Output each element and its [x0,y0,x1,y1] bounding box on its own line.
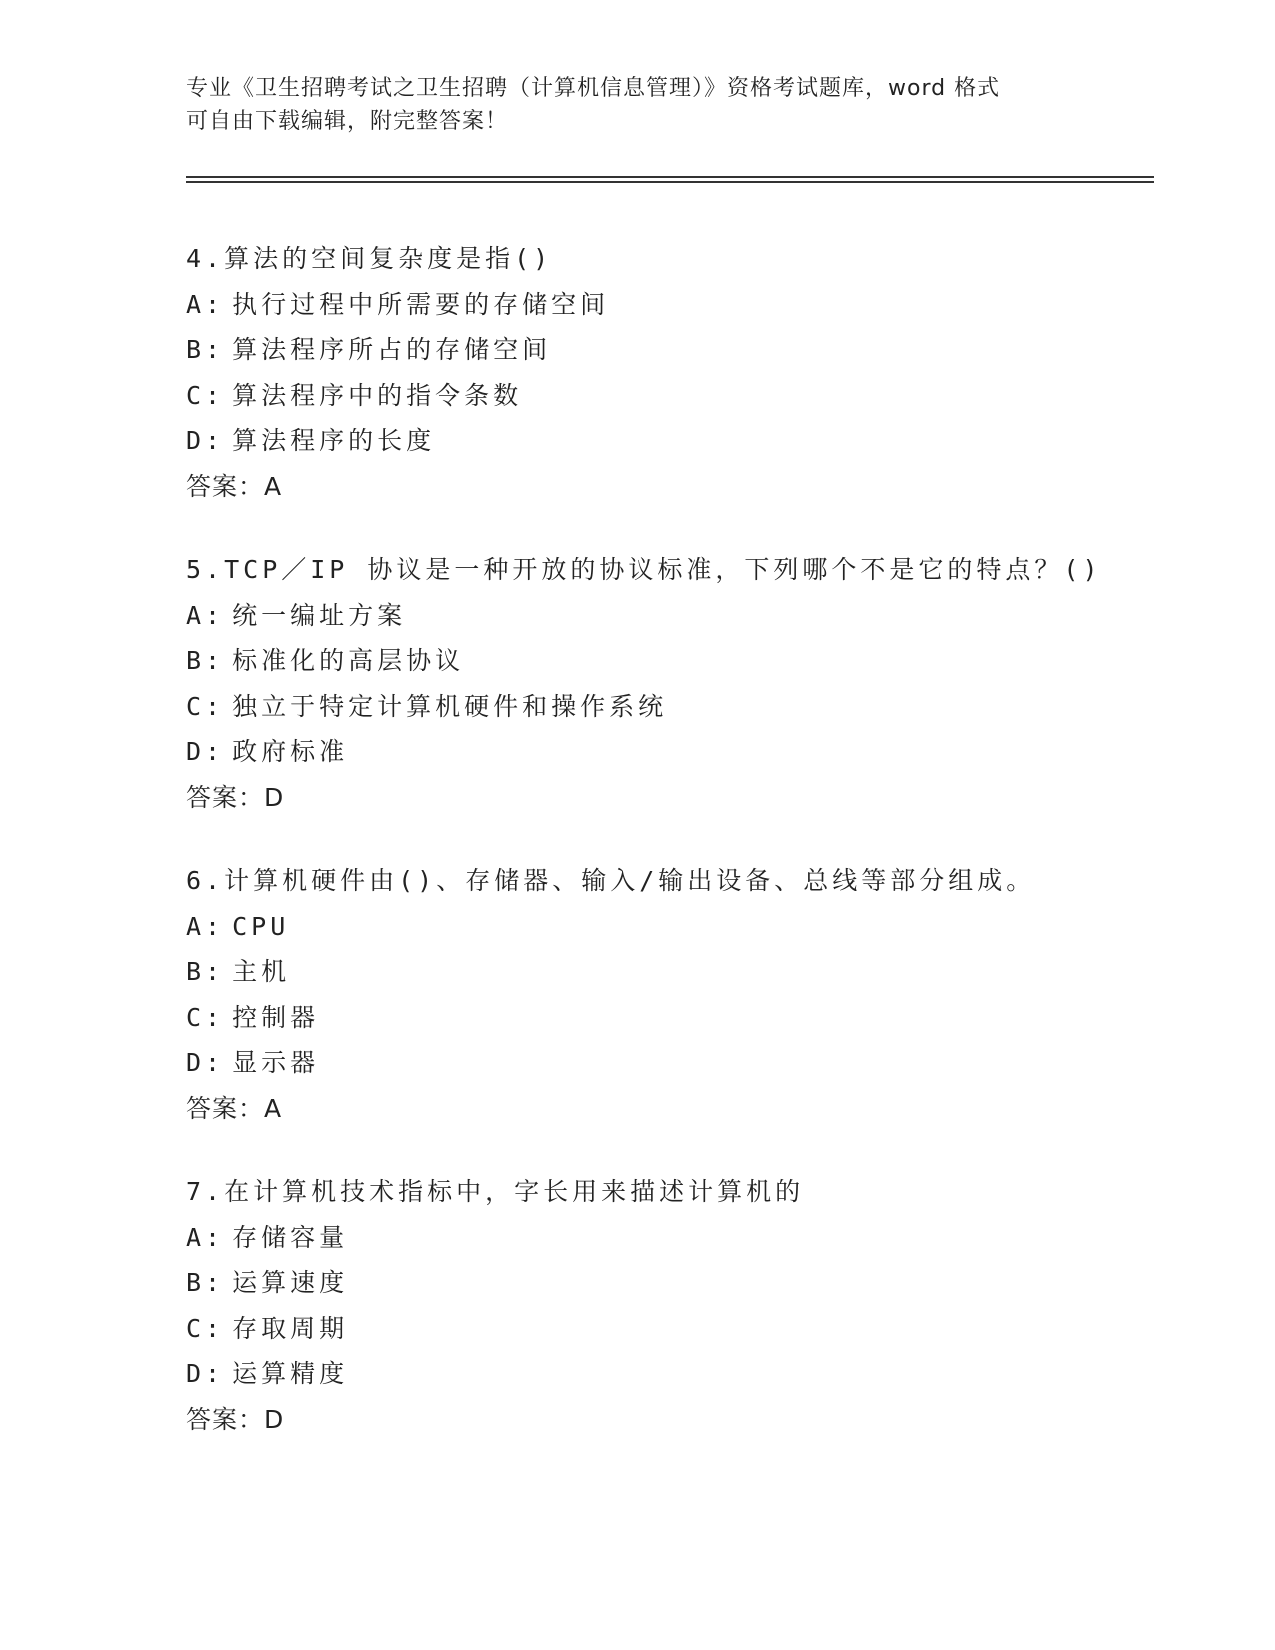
option-key: C: [186,1002,225,1032]
header-divider-top [186,176,1154,178]
option-a [186,1215,1146,1261]
option-d [186,1351,1146,1397]
option-text: 存取周期 [232,1313,349,1343]
option-key: A: [186,1222,225,1252]
question-text: 4.算法的空间复杂度是指() [186,244,553,273]
option-text: 控制器 [232,1002,320,1032]
option-text: 政府标准 [232,737,349,766]
option-key: D: [186,1048,225,1077]
option-key: A: [186,600,225,630]
option-key: A: [186,911,225,941]
option-c [186,995,1146,1041]
option-key: A: [186,289,225,319]
option-c [186,684,1146,730]
option-text: 运算精度 [232,1359,349,1388]
header-line-1: 专业《卫生招聘考试之卫生招聘（计算机信息管理）》资格考试题库，word 格式 [186,76,1001,101]
option-text: 运算速度 [232,1268,349,1297]
question-7 [186,1169,1146,1442]
question-list [186,236,1146,1480]
option-c [186,1306,1146,1352]
answer-text: 答案：A [186,471,283,501]
option-key: B: [186,335,225,364]
option-key: D: [186,737,225,766]
option-d [186,1040,1146,1086]
option-key: C: [186,1313,225,1343]
option-a [186,593,1146,639]
option-key: B: [186,646,225,675]
option-b [186,949,1146,995]
option-b [186,638,1146,684]
option-text: CPU [232,911,290,941]
question-text: 5.TCP／IP 协议是一种开放的协议标准，下列哪个不是它的特点？() [186,555,1102,584]
option-text: 标准化的高层协议 [232,646,465,675]
option-key: D: [186,426,225,455]
question-text: 7.在计算机技术指标中，字长用来描述计算机的 [186,1177,805,1206]
option-key: B: [186,1268,225,1297]
question-6 [186,858,1146,1131]
option-b [186,327,1146,373]
option-text: 统一编址方案 [232,600,407,630]
option-text: 显示器 [232,1048,320,1077]
option-text: 算法程序的长度 [232,426,436,455]
option-text: 独立于特定计算机硬件和操作系统 [232,691,668,721]
header-line-2: 可自由下载编辑，附完整答案！ [186,109,509,134]
question-4 [186,236,1146,509]
option-c [186,373,1146,419]
option-a [186,282,1146,328]
option-text: 存储容量 [232,1222,349,1252]
question-text: 6.计算机硬件由()、存储器、输入/输出设备、总线等部分组成。 [186,866,1036,895]
question-5 [186,547,1146,820]
answer-text: 答案：A [186,1093,283,1123]
option-text: 执行过程中所需要的存储空间 [232,289,610,319]
option-a [186,904,1146,950]
option-key: D: [186,1359,225,1388]
option-b [186,1260,1146,1306]
option-key: C: [186,691,225,721]
option-key: C: [186,380,225,410]
answer-text: 答案：D [186,1404,285,1434]
answer-text: 答案：D [186,782,285,812]
option-text: 算法程序所占的存储空间 [232,335,552,364]
option-text: 主机 [232,957,291,986]
option-text: 算法程序中的指令条数 [232,380,523,410]
header-divider-bottom [186,181,1154,183]
option-d [186,729,1146,775]
document-header [186,72,1086,138]
option-d [186,418,1146,464]
option-key: B: [186,957,225,986]
